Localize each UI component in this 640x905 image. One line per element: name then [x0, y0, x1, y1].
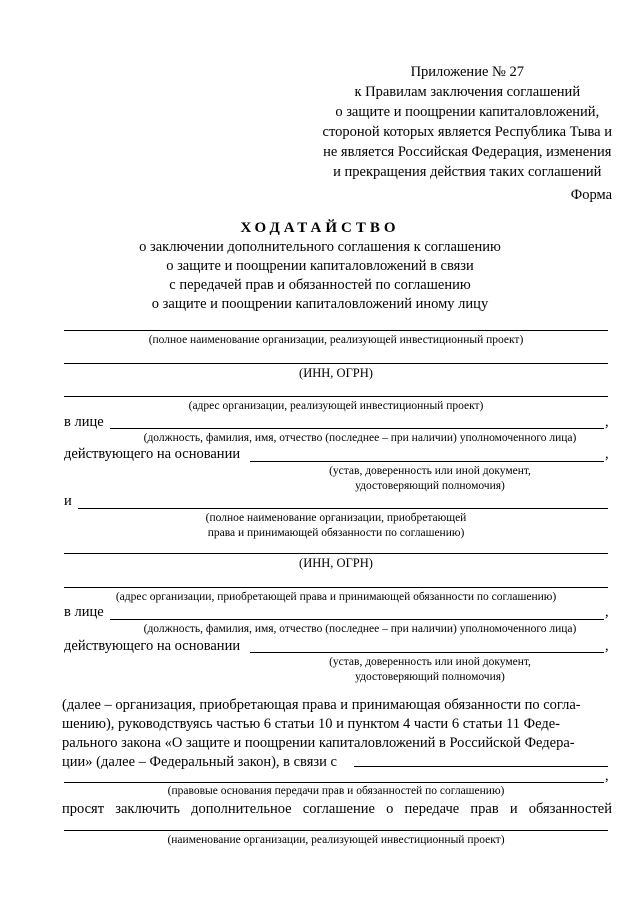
- org2-basis-field[interactable]: [250, 652, 604, 653]
- form-label: Форма: [570, 187, 612, 203]
- reason-field-1[interactable]: [354, 766, 608, 767]
- org2-address-caption: (адрес организации, приобретающей права и принимающей обязанности по соглашению): [115, 591, 557, 603]
- appendix-line-6: и прекращения действия таких соглашений: [333, 164, 602, 180]
- org1-basis-comma: ,: [605, 446, 609, 462]
- org2-address-field[interactable]: [64, 587, 608, 588]
- org1-basis-caption: [250, 464, 610, 494]
- final-org-caption: (наименование организации, реализующей инвестиционный проект): [167, 834, 505, 846]
- org1-address-field[interactable]: [64, 396, 608, 397]
- org1-inn-caption: (ИНН, ОГРН): [299, 366, 373, 380]
- org1-inn-field[interactable]: [64, 363, 608, 364]
- org2-person-field[interactable]: [110, 619, 604, 620]
- appendix-line-2: к Правилам заключения соглашений: [354, 84, 581, 100]
- appendix-header: [323, 62, 612, 182]
- appendix-line-4: стороной которых является Республика Тыва и: [322, 124, 612, 140]
- org2-basis-caption-2: удостоверяющий полномочия): [355, 671, 505, 683]
- org1-person-caption: (должность, фамилия, имя, отчество (последнее – при наличии) уполномоченного лица): [143, 432, 577, 444]
- main-paragraph: [62, 696, 612, 771]
- org2-inn-caption: (ИНН, ОГРН): [299, 556, 373, 570]
- org2-name-caption-2: права и принимающей обязанности по соглашению): [207, 527, 465, 539]
- org1-basis-label: действующего на основании: [64, 446, 241, 462]
- org1-name-caption: (полное наименование организации, реализующей инвестиционный проект): [148, 334, 524, 346]
- org1-person-comma: ,: [605, 414, 609, 430]
- org1-basis-field[interactable]: [250, 461, 604, 462]
- org2-name-field[interactable]: [78, 508, 608, 509]
- org2-person-caption: (должность, фамилия, имя, отчество (последнее – при наличии) уполномоченного лица): [143, 623, 577, 635]
- subtitle-line-1: о заключении дополнительного соглашения к соглашению: [139, 239, 501, 255]
- org2-basis-comma: ,: [605, 638, 609, 654]
- org2-person-comma: ,: [605, 604, 609, 620]
- org1-basis-caption-2: удостоверяющий полномочия): [355, 480, 505, 492]
- appendix-number: Приложение № 27: [410, 64, 524, 80]
- subtitle-line-4: о защите и поощрении капиталовложений иному лицу: [151, 296, 489, 312]
- org1-address-caption: (адрес организации, реализующей инвестиционный проект): [188, 400, 484, 412]
- appendix-line-5: не является Российская Федерация, изменения: [323, 144, 612, 160]
- org1-basis-caption-1: (устав, доверенность или иной документ,: [329, 465, 531, 477]
- paragraph-line-1: (далее – организация, приобретающая права и принимающая обязанности по согла-: [62, 697, 581, 713]
- paragraph-line-3: рального закона «О защите и поощрении капиталовложений в Российской Федера-: [62, 735, 575, 751]
- paragraph-line-2: шению), руководствуясь частью 6 статьи 10 и пунктом 4 части 6 статьи 11 Феде-: [62, 716, 560, 732]
- request-text: просят заключить дополнительное соглашение о передаче прав и обязанностей: [62, 801, 612, 817]
- org2-inn-field[interactable]: [64, 553, 608, 554]
- reason-comma: ,: [605, 768, 609, 784]
- document-title: ХОДАТАЙСТВО: [240, 220, 400, 236]
- appendix-line-3: о защите и поощрении капиталовложений,: [335, 104, 600, 120]
- document-subtitle: [0, 238, 640, 314]
- org2-name-caption: [64, 511, 608, 541]
- org2-basis-caption-1: (устав, доверенность или иной документ,: [329, 656, 531, 668]
- org2-name-caption-1: (полное наименование организации, приобретающей: [205, 512, 467, 524]
- org1-person-field[interactable]: [110, 428, 604, 429]
- org2-person-label: в лице: [64, 604, 104, 620]
- and-label: и: [64, 493, 72, 509]
- org1-name-field[interactable]: [64, 330, 608, 331]
- subtitle-line-3: с передачей прав и обязанностей по соглашению: [169, 277, 471, 293]
- subtitle-line-2: о защите и поощрении капиталовложений в связи: [166, 258, 474, 274]
- reason-field-2[interactable]: [64, 782, 604, 783]
- legal-basis-caption: (правовые основания передачи прав и обязанностей по соглашению): [167, 785, 505, 797]
- paragraph-line-4: ции» (далее – Федеральный закон), в связи с: [62, 754, 337, 770]
- org1-person-label: в лице: [64, 414, 104, 430]
- org2-basis-label: действующего на основании: [64, 638, 241, 654]
- org2-basis-caption: [250, 655, 610, 685]
- final-org-field[interactable]: [64, 830, 608, 831]
